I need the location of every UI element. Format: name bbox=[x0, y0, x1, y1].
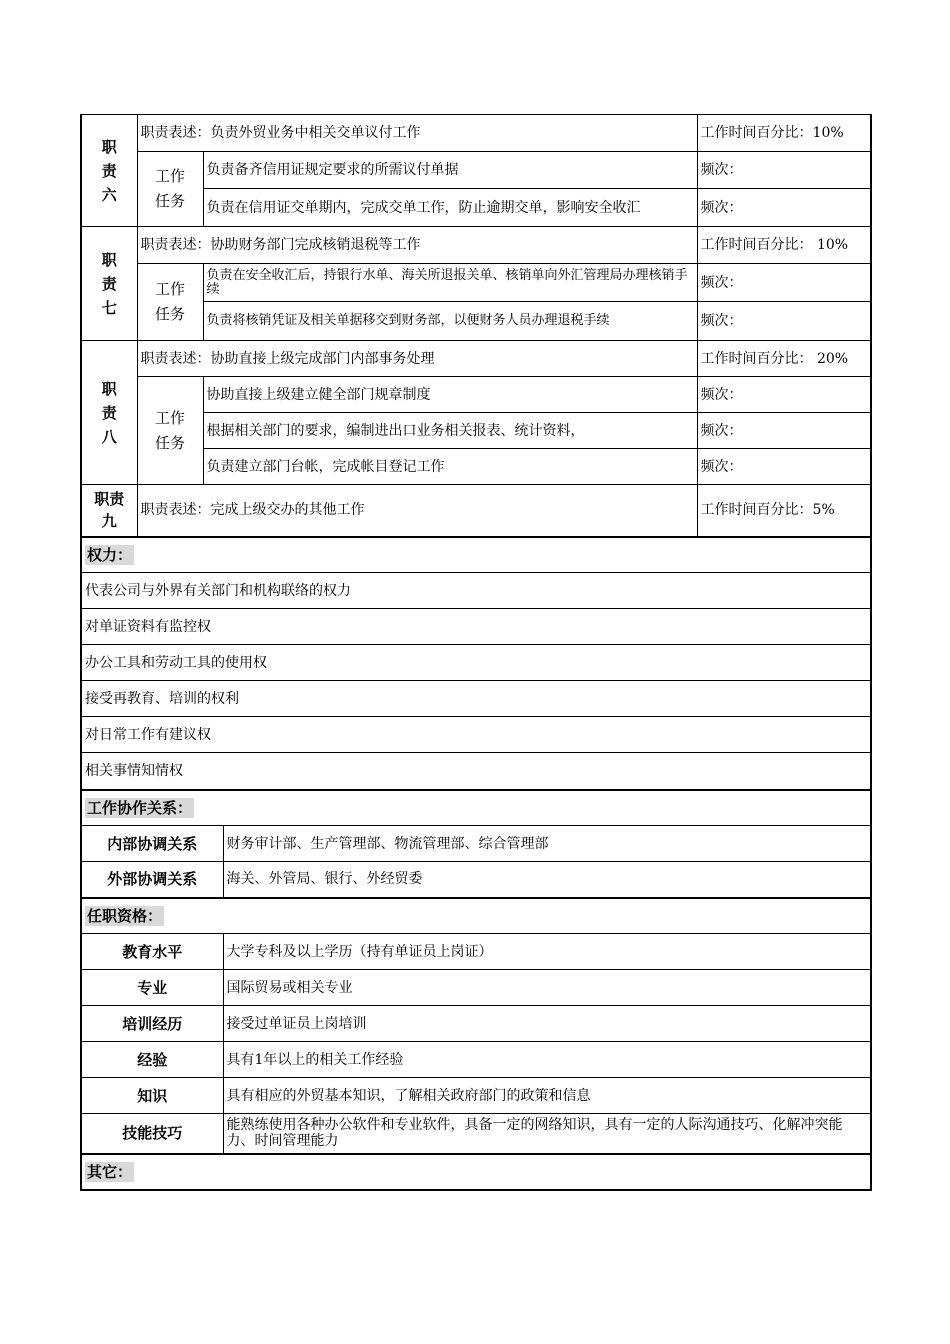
qualifications-title: 任职资格： bbox=[87, 906, 163, 925]
duty-6-statement: 职责表述：负责外贸业务中相关交单议付工作 bbox=[137, 115, 697, 152]
duty-7-percent: 工作时间百分比： 10% bbox=[697, 227, 871, 264]
qual-value-skills: 能熟练使用各种办公软件和专业软件，具备一定的网络知识，具有一定的人际沟通技巧、化解冲突能力、时间管理能力 bbox=[223, 1114, 871, 1154]
duty-8-label bbox=[81, 341, 137, 485]
duty-8-task-label-text: 工作 任务 bbox=[154, 408, 185, 452]
duty-7-task-2: 负责将核销凭证及相关单据移交到财务部，以便财务人员办理退税手续 bbox=[203, 302, 697, 341]
internal-relations-label: 内部协调关系 bbox=[81, 826, 223, 862]
qual-label-training: 培训经历 bbox=[81, 1006, 223, 1042]
duty-6-task-label-text: 工作 任务 bbox=[154, 167, 185, 210]
power-item-6: 相关事情知情权 bbox=[81, 753, 871, 790]
duty-6-freq-1: 频次： bbox=[697, 152, 871, 189]
duty-7-statement: 职责表述：协助财务部门完成核销退税等工作 bbox=[137, 227, 697, 264]
duty-8-freq-3: 频次： bbox=[697, 449, 871, 485]
power-item-1: 代表公司与外界有关部门和机构联络的权力 bbox=[81, 573, 871, 609]
duty-7-task-label-text: 工作 任务 bbox=[154, 280, 185, 323]
duty-6-freq-2: 频次： bbox=[697, 189, 871, 227]
power-item-4: 接受再教育、培训的权利 bbox=[81, 681, 871, 717]
duty-7-task-label bbox=[137, 264, 203, 341]
duty-6-percent: 工作时间百分比：10% bbox=[697, 115, 871, 152]
duty-8-freq-1: 频次： bbox=[697, 377, 871, 413]
qual-label-education: 教育水平 bbox=[81, 934, 223, 970]
duty-7-label bbox=[81, 227, 137, 341]
qual-value-training: 接受过单证员上岗培训 bbox=[223, 1006, 871, 1042]
duty-7-freq-1: 频次： bbox=[697, 264, 871, 302]
qual-value-education: 大学专科及以上学历（持有单证员上岗证） bbox=[223, 934, 871, 970]
duty-7-task-1: 负责在安全收汇后，持银行水单、海关所退报关单、核销单向外汇管理局办理核销手续 bbox=[203, 264, 697, 302]
external-relations-label: 外部协调关系 bbox=[81, 862, 223, 898]
duty-8-task-1: 协助直接上级建立健全部门规章制度 bbox=[203, 377, 697, 413]
power-item-3: 办公工具和劳动工具的使用权 bbox=[81, 645, 871, 681]
relations-title: 工作协作关系： bbox=[87, 798, 193, 817]
duty-8-label-text: 职 责 八 bbox=[101, 379, 117, 446]
duty-9-statement: 职责表述：完成上级交办的其他工作 bbox=[137, 485, 697, 537]
duty-6-task-label bbox=[137, 152, 203, 227]
powers-title: 权力： bbox=[87, 545, 133, 564]
qual-label-knowledge: 知识 bbox=[81, 1078, 223, 1114]
duty-9-label bbox=[81, 485, 137, 537]
duty-8-task-label bbox=[137, 377, 203, 485]
external-relations-value: 海关、外管局、银行、外经贸委 bbox=[223, 862, 871, 898]
duty-8-statement: 职责表述：协助直接上级完成部门内部事务处理 bbox=[137, 341, 697, 377]
duty-6-label bbox=[81, 115, 137, 227]
qual-label-skills: 技能技巧 bbox=[81, 1114, 223, 1154]
duty-6-task-2: 负责在信用证交单期内，完成交单工作，防止逾期交单，影响安全收汇 bbox=[203, 189, 697, 227]
powers-header bbox=[81, 537, 871, 573]
duty-6-label-text: 职 责 六 bbox=[101, 137, 117, 204]
qual-value-major: 国际贸易或相关专业 bbox=[223, 970, 871, 1006]
job-table bbox=[80, 114, 872, 1191]
internal-relations-value: 财务审计部、生产管理部、物流管理部、综合管理部 bbox=[223, 826, 871, 862]
duty-9-label-text: 职责 九 bbox=[94, 490, 125, 531]
relations-header bbox=[81, 790, 871, 826]
qual-label-experience: 经验 bbox=[81, 1042, 223, 1078]
other-header bbox=[81, 1154, 871, 1190]
qual-value-knowledge: 具有相应的外贸基本知识，了解相关政府部门的政策和信息 bbox=[223, 1078, 871, 1114]
power-item-2: 对单证资料有监控权 bbox=[81, 609, 871, 645]
other-title: 其它： bbox=[87, 1162, 133, 1181]
qual-label-major: 专业 bbox=[81, 970, 223, 1006]
duty-7-freq-2: 频次： bbox=[697, 302, 871, 341]
qualifications-header bbox=[81, 898, 871, 934]
duty-8-percent: 工作时间百分比： 20% bbox=[697, 341, 871, 377]
job-description-sheet bbox=[80, 114, 870, 1191]
power-item-5: 对日常工作有建议权 bbox=[81, 717, 871, 753]
duty-6-task-1: 负责备齐信用证规定要求的所需议付单据 bbox=[203, 152, 697, 189]
duty-8-task-3: 负责建立部门台帐，完成帐目登记工作 bbox=[203, 449, 697, 485]
qual-value-experience: 具有1年以上的相关工作经验 bbox=[223, 1042, 871, 1078]
duty-9-percent: 工作时间百分比：5% bbox=[697, 485, 871, 537]
duty-7-label-text: 职 责 七 bbox=[101, 250, 117, 317]
duty-8-freq-2: 频次： bbox=[697, 413, 871, 449]
duty-8-task-2: 根据相关部门的要求，编制进出口业务相关报表、统计资料， bbox=[203, 413, 697, 449]
